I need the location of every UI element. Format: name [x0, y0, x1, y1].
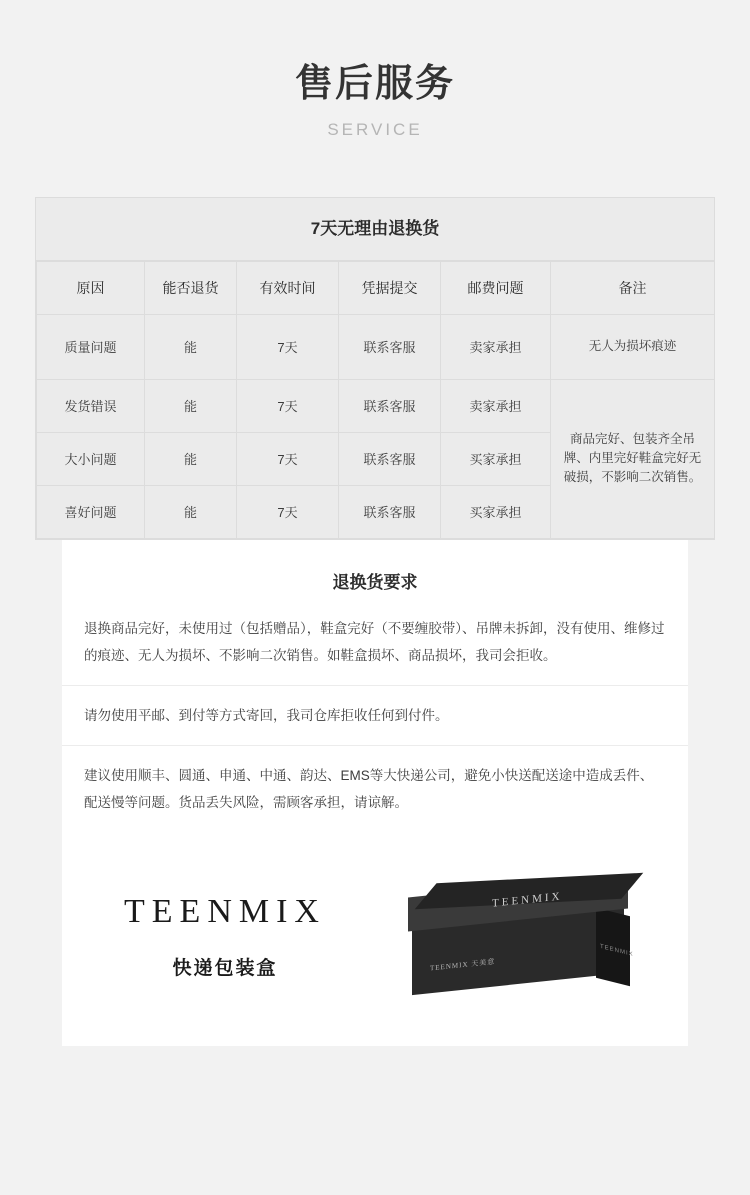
- shoebox-illustration: [400, 872, 650, 1002]
- page-bottom-spacer: [0, 1046, 750, 1151]
- page-header: [0, 0, 750, 140]
- packaging-section: [62, 832, 688, 1046]
- cell-valid-time: 7天: [237, 432, 339, 485]
- table-row: [37, 314, 715, 379]
- brand-name: TEENMIX: [124, 893, 326, 931]
- cell-evidence: 联系客服: [339, 379, 441, 432]
- return-policy-title: 7天无理由退换货: [36, 198, 714, 261]
- shoebox-image: [375, 872, 675, 1002]
- cell-returnable: 能: [145, 432, 237, 485]
- cell-evidence: 联系客服: [339, 314, 441, 379]
- return-requirements-card: [62, 540, 688, 1046]
- requirements-paragraph: 请勿使用平邮、到付等方式寄回，我司仓库拒收任何到付件。: [62, 685, 688, 745]
- requirements-paragraph: 建议使用顺丰、圆通、申通、中通、韵达、EMS等大快递公司，避免小快送配送途中造成丢件、配送慢等问题。货品丢失风险，需顾客承担，请谅解。: [62, 745, 688, 832]
- requirements-title: 退换货要求: [332, 572, 418, 592]
- brand-caption: 快递包装盒: [172, 958, 278, 980]
- table-row: [37, 379, 715, 432]
- cell-reason: 大小问题: [37, 432, 145, 485]
- cell-reason: 质量问题: [37, 314, 145, 379]
- column-header-reason: 原因: [37, 261, 145, 314]
- policy-table: [36, 261, 715, 539]
- cell-returnable: 能: [145, 379, 237, 432]
- brand-text-block: [75, 893, 375, 980]
- shoebox-logo-side: TEENMIX: [600, 943, 634, 958]
- cell-shipping-fee: 卖家承担: [441, 379, 551, 432]
- cell-shipping-fee: 买家承担: [441, 432, 551, 485]
- shoebox-logo-small: TEENMIX 天美意: [430, 957, 496, 973]
- cell-evidence: 联系客服: [339, 432, 441, 485]
- cell-returnable: 能: [145, 314, 237, 379]
- cell-reason: 喜好问题: [37, 485, 145, 538]
- cell-shipping-fee: 买家承担: [441, 485, 551, 538]
- cell-note-merged: 商品完好、包装齐全吊牌、内里完好鞋盒完好无破损，不影响二次销售。: [551, 379, 715, 538]
- cell-evidence: 联系客服: [339, 485, 441, 538]
- page-subtitle: SERVICE: [327, 119, 423, 139]
- cell-shipping-fee: 卖家承担: [441, 314, 551, 379]
- return-policy-table: [35, 197, 715, 540]
- cell-note: 无人为损坏痕迹: [551, 314, 715, 379]
- cell-returnable: 能: [145, 485, 237, 538]
- column-header-evidence: 凭据提交: [339, 261, 441, 314]
- column-header-returnable: 能否退货: [145, 261, 237, 314]
- table-header-row: [37, 261, 715, 314]
- column-header-valid-time: 有效时间: [237, 261, 339, 314]
- cell-reason: 发货错误: [37, 379, 145, 432]
- column-header-note: 备注: [551, 261, 715, 314]
- column-header-shipping-fee: 邮费问题: [441, 261, 551, 314]
- requirements-paragraph: 退换商品完好，未使用过（包括赠品），鞋盒完好（不要缠胶带）、吊牌未拆卸，没有使用、维修过的痕迹、无人为损坏、不影响二次销售。如鞋盒损坏、商品损坏，我司会拒收。: [84, 620, 665, 663]
- shoebox-logo: TEENMIX: [492, 889, 563, 910]
- cell-valid-time: 7天: [237, 379, 339, 432]
- page-title: 售后服务: [294, 63, 455, 105]
- cell-valid-time: 7天: [237, 314, 339, 379]
- cell-valid-time: 7天: [237, 485, 339, 538]
